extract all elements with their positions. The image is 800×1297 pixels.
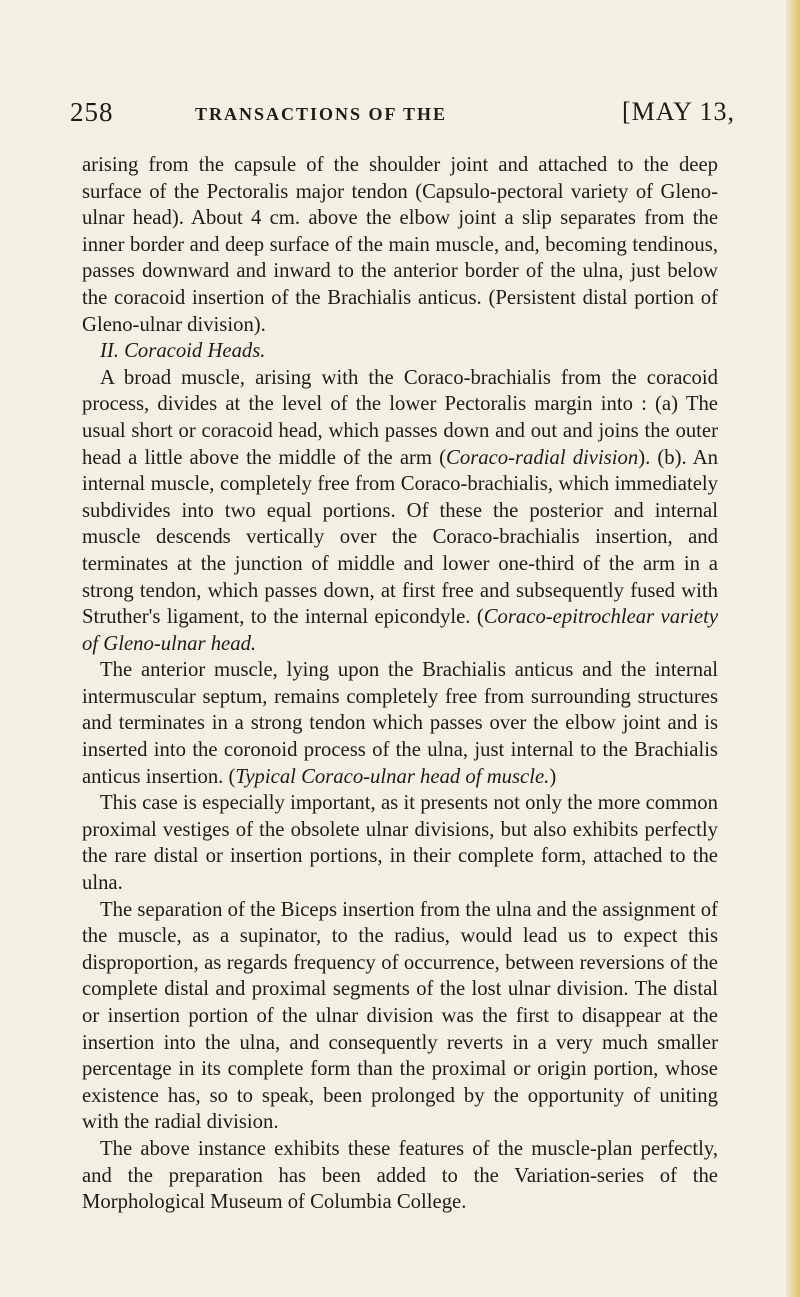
section-heading: II. Coracoid Heads. <box>100 340 266 363</box>
paragraph-4: This case is especially important, as it presents not only the more common proximal vestiges of the obsolete ulnar divisions, but also exhibits perfectly the rare distal or insertion portions, in their complete form, attached to the ulna. <box>82 792 718 895</box>
paragraph-2 <box>82 365 718 658</box>
paragraph-2-text-2: ). (b). An internal muscle, completely free from Coraco-brachialis, which immediately subdivides into two equal portions. Of these the posterior and internal muscle descends vertically over the Coraco-brachialis insertion, and terminates at the junction of middle and lower one-third of the arm in a strong tendon, which passes down, at first free and subsequently fused with Struther's ligament, to the internal epicondyle. ( <box>82 446 718 629</box>
page-edge <box>786 0 800 1297</box>
paragraph-3 <box>82 657 718 790</box>
paragraph-2-italic-2: Coraco-epitrochlear variety of Gleno-ulnar head. <box>82 606 718 655</box>
paragraph-6: The above instance exhibits these features of the muscle-plan perfectly, and the preparation has been added to the Variation-series of the Morphological Museum of Columbia College. <box>82 1137 718 1214</box>
paragraph-1: arising from the capsule of the shoulder joint and attached to the deep surface of the Pectoralis major tendon (Capsulo-pectoral variety of Gleno-ulnar head). About 4 cm. above the elbow joint a slip separates from the inner border and deep surface of the main muscle, and, becoming tendinous, passes downward and inward to the anterior border of the ulna, just below the coracoid insertion of the Brachialis anticus. (Persistent distal portion of Gleno-ulnar division). <box>82 154 718 336</box>
paragraph-3-text-2: ) <box>549 765 557 788</box>
paragraph-3-text: The anterior muscle, lying upon the Brachialis anticus and the internal intermuscular septum, remains completely free from surrounding structures and terminates in a strong tendon which passes over the elbow joint and is inserted into the coronoid process of the ulna, just internal to the Brachialis anticus insertion. ( <box>82 659 718 788</box>
paragraph-2-italic: Coraco-radial division <box>446 446 639 469</box>
paragraph-2-text: A broad muscle, arising with the Coraco-brachialis from the coracoid process, divides at the level of the lower Pectoralis margin into : (a) The usual short or coracoid head, which passes down and out and joins the outer head a little above the middle of the arm ( <box>82 366 718 469</box>
running-title: TRANSACTIONS OF THE <box>195 104 448 124</box>
article-body <box>82 152 718 1216</box>
page-number: 258 <box>70 97 114 127</box>
page-header <box>70 97 735 137</box>
issue-date: [MAY 13, <box>622 97 735 126</box>
paragraph-3-italic: Typical Coraco-ulnar head of muscle. <box>235 765 550 788</box>
paragraph-5: The separation of the Biceps insertion from the ulna and the assignment of the muscle, as a supinator, to the radius, would lead us to expect this disproportion, as regards frequency of occurrence, between reversions of the complete distal and proximal segments of the lost ulnar division. The distal or insertion portion of the ulnar division was the first to disappear at the insertion into the ulna, and consequently reverts in a very much smaller percentage in its complete form than the proximal or origin portion, whose existence has, so to speak, been prolonged by the opportunity of uniting with the radial division. <box>82 898 718 1134</box>
